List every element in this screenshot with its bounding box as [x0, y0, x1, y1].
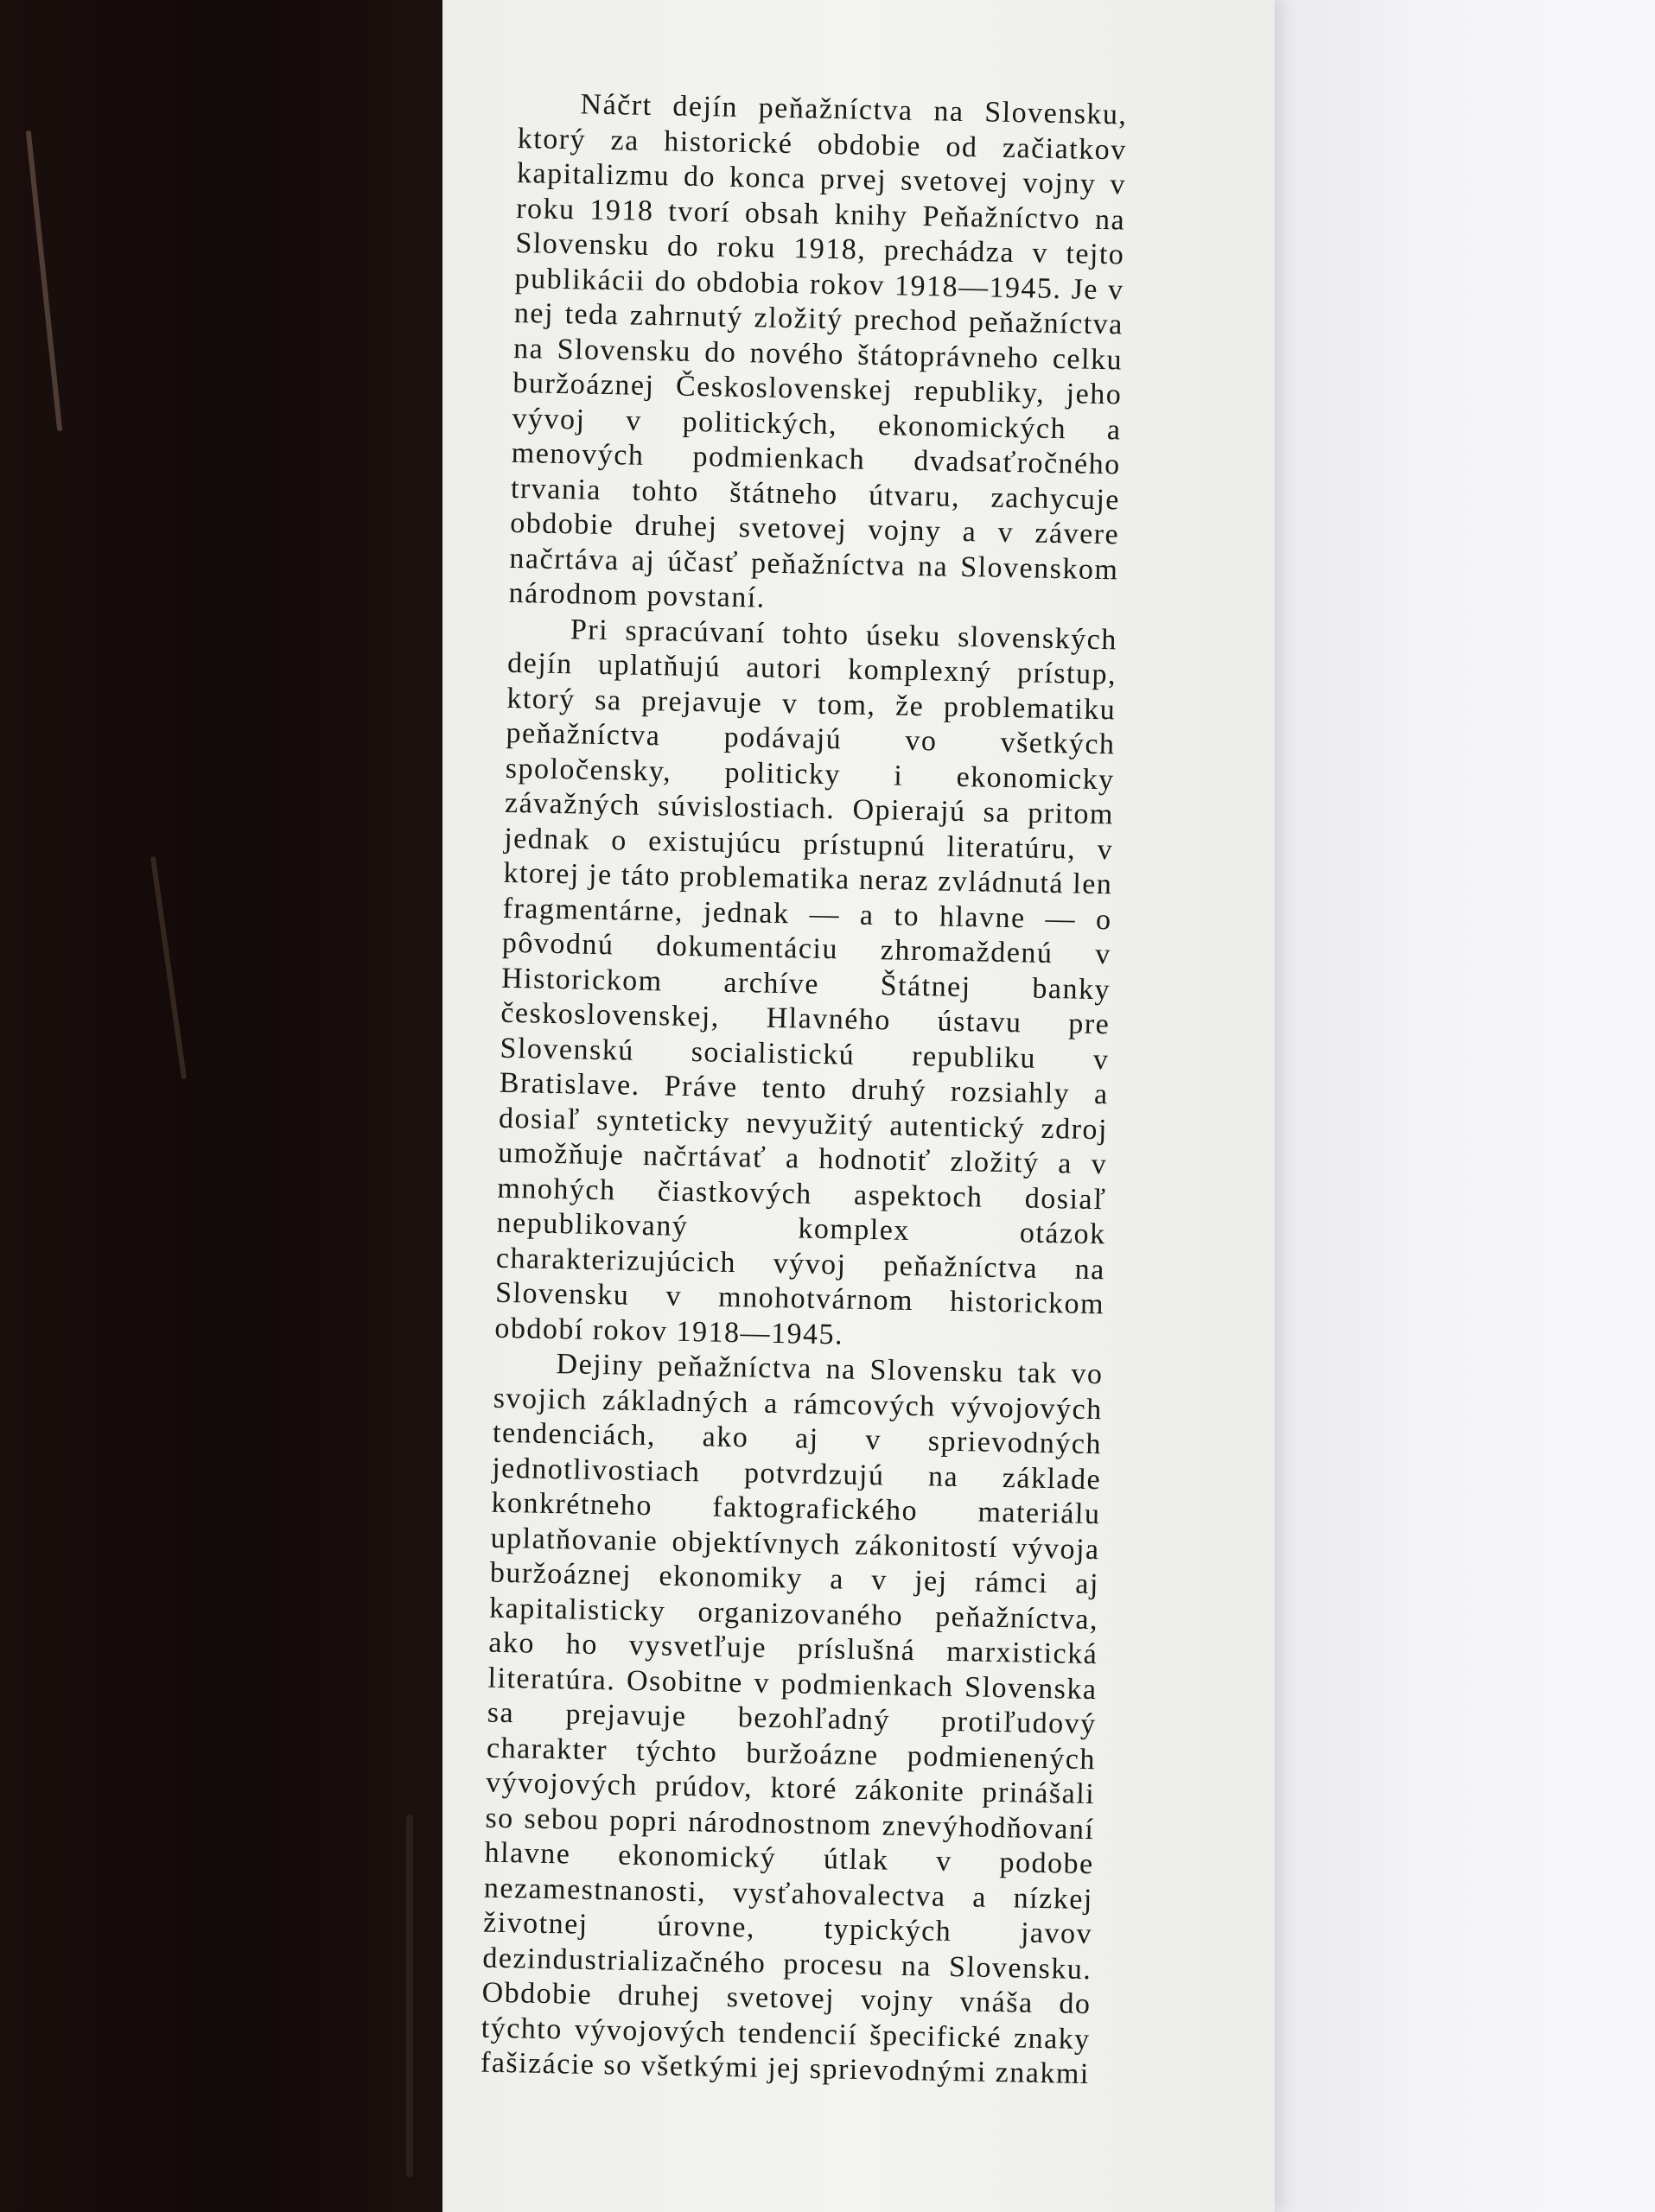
wood-scratch: [406, 1815, 413, 2177]
white-surface-background: [1275, 0, 1655, 2212]
wood-scratch: [26, 130, 63, 432]
dark-wooden-background: [0, 0, 442, 2212]
paragraph-1: Náčrt dejín peňažníctva na Slovensku, ktorý za historické obdobie od začiatkov kapitalizmu do konca prvej svetovej vojny v roku 1918 tvorí obsah knihy Peňažníctvo na Slovensku do roku 1918, prechádza v tejto publikácii do obdobia rokov 1918—1945. Je v nej teda zahrnutý zložitý prechod peňažníctva na Slovensku do nového štátoprávneho celku buržoáznej Československej republiky, jeho vývoj v politických, ekonomických a menových podmienkach dvadsaťročného trvania tohto štátneho útvaru, zachycuje obdobie druhej svetovej vojny a v závere načrtáva aj účasť peňažníctva na Slovenskom národnom povstaní.: [508, 88, 1128, 614]
flap-text-block: [481, 86, 1128, 2093]
wood-scratch: [150, 856, 187, 1079]
paragraph-3: Dejiny peňažníctva na Slovensku tak vo svojich základných a rámcových vývojových tendenciách, ako aj v sprievodných jednotlivostiach potvrdzujú na základe konkrétneho faktografického materiálu uplatňovanie objektívnych zákonitostí vývoja buržoáznej ekonomiky a v jej rámci aj kapitalisticky organizovaného peňažníctva, ako ho vysvetľuje príslušná marxistická literatúra. Osobitne v podmienkach Slovenska sa prejavuje bezohľadný protiľudový charakter týchto buržoázne podmienených vývojových prúdov, ktoré zákonite prinášali so sebou popri národnostnom znevýhodňovaní hlavne ekonomický útlak v podobe nezamestnanosti, vysťahovalectva a nízkej životnej úrovne, typických javov dezindustrializačného procesu na Slovensku. Obdobie druhej svetovej vojny vnáša do týchto vývojových tendencií špecifické znaky fašizácie so všetkými jej sprievodnými znakmi: [480, 1348, 1104, 2091]
paragraph-2: Pri spracúvaní tohto úseku slovenských dejín uplatňujú autori komplexný prístup, ktorý sa prejavuje v tom, že problematiku peňažníctva podávajú vo všetkých spoločensky, politicky i ekonomicky závažných súvislostiach. Opierajú sa pritom jednak o existujúcu prístupnú literatúru, v ktorej je táto problematika neraz zvládnutá len fragmentárne, jednak — a to hlavne — o pôvodnú dokumentáciu zhromaždenú v Historickom archíve Štátnej banky československej, Hlavného ústavu pre Slovenskú socialistickú republiku v Bratislave. Práve tento druhý rozsiahly a dosiaľ synteticky nevyužitý autentický zdroj umožňuje načrtávať a hodnotiť zložitý a v mnohých čiastkových aspektoch dosiaľ nepublikovaný komplex otázok charakterizujúcich vývoj peňažníctva na Slovensku v mnohotvárnom historickom období rokov 1918—1945.: [494, 613, 1118, 1351]
